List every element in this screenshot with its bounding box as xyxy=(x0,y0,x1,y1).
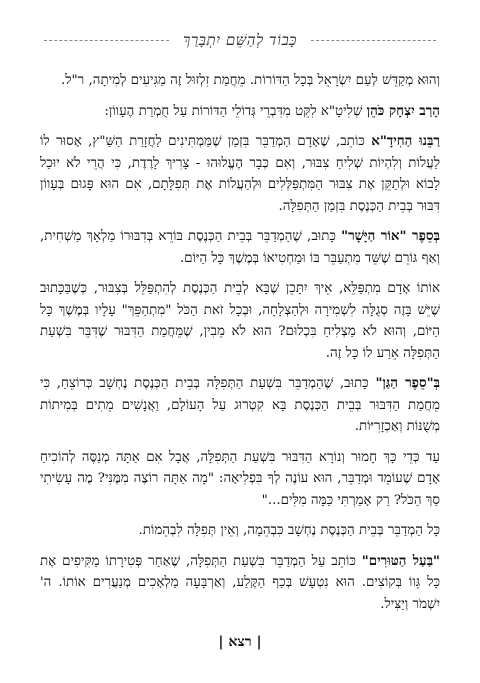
paragraph-text: וְהוּא מְקַדֵּשׁ לְעַם יִשְׂרָאֵל בְּכָל הַדּוֹרוֹת. מֵחֲמַת זִלְזוּל זֶה מַגִּיעִים לְמִיתָה, ר"ל. xyxy=(61,73,440,88)
paragraph xyxy=(40,70,440,92)
paragraph xyxy=(40,551,440,616)
paragraph xyxy=(40,101,440,123)
paragraph-text: עַד כְּדֵי כָּךְ חָמוּר וְנוֹרָא הַדִּבּוּר בִּשְׁעַת הַתְּפִלָּה, אֲבָל אִם אַתָּה מְנַסֶּה לְהוֹכִיחַ אָדָם שֶׁעוֹמֵד וּמְדַבֵּר, הוּא עוֹנֶה לְךָ בִּפְלִיאָה: "מָה אַתָּה רוֹצֶה מִמֶּנִּי? מֶה עָשִׂיתִי סַךְ הַכֹּל? רַק אָמַרְתִּי כַּמָּה מִלִּים..." xyxy=(40,449,440,508)
paragraph-text: כּוֹתֵב עַל הַמְדַבֵּר בִּשְׁעַת הַתְּפִלָּה, שֶׁאַחַר פְּטִירָתוֹ מַקִּיפִים אֶת כָּל גֵּווֹ בְּקוֹצִים. הוּא נִטְעָשׁ בְּכַף הַקֶּלַע, וְאַרְבָּעָה מַלְאָכִים מְנַעֲרִים אוֹתוֹ. ה' יִשְׁמֹר וְיַצִּיל. xyxy=(40,553,440,612)
paragraph-text: שְׁלִיטָ"א לִקֵּט מִדִּבְרֵי גְּדוֹלֵי הַדּוֹרוֹת עַל חֻמְרַת הֶעָווֹן: xyxy=(104,103,363,119)
paragraph-lead: הָרַב יִצְחָק כֹּהֵן xyxy=(366,102,440,119)
header-rule-right xyxy=(311,40,436,41)
paragraph-lead: בְּ"סֵפֶר הַגַּן" xyxy=(375,375,440,391)
paragraph xyxy=(40,520,440,542)
running-header xyxy=(44,30,436,50)
paragraph xyxy=(40,447,440,512)
paragraph-text: כָּל הַמְדַבֵּר בְּבֵית הַכְּנֶסֶת נֶחְשָׁב כִּבְהֵמָה, וְאֵין תְּפִלָּה לִבְהֵמוֹת. xyxy=(138,523,440,538)
paragraph xyxy=(40,278,440,364)
paragraph-text: כָּתוּב, שֶׁהַמְדַבֵּר בִּשְׁעַת הַתְּפִלָּה בְּבֵית הַכְּנֶסֶת נֶחְשָׁב כְּרוֹצֵחַ, כִּי מֵחֲמַת הַדִּבּוּר בְּבֵית הַכְּנֶסֶת בָּא קִטְרוּג עַל הָעוֹלָם, וַאֲנָשִׁים מֵתִים בְּמִיתוֹת מְשֻׁנּוֹת וְאַכְזָרִיּוֹת. xyxy=(40,376,440,434)
page-body xyxy=(40,70,440,624)
paragraph xyxy=(40,226,440,269)
paragraph-text: כּוֹתֵב, שֶׁאָדָם הַמְדַבֵּר בִּזְמַן שֶׁמַּמְתִּינִים לַחֲזָרַת הַשַּׁ"ץ, אָסוּר לוֹ לַעֲלוֹת וְלִהְיוֹת שְׁלִיחַ צִבּוּר, וְאִם כְּבָר הֶעֱלוּהוּ - צָרִיךְ לָרֶדֶת, כִּי הֲרֵי לֹא יוּכַל לָבוֹא וּלְתַקֵּן אֶת צִבּוּר הַמִּתְפַּלְּלִים וּלְהַעֲלוֹת אֶת תְּפִלָּתָם, אִם הוּא פָּגוּם בְּעָווֹן דִּבּוּר בְּבֵית הַכְּנֶסֶת בִּזְמַן הַתְּפִלָּה. xyxy=(40,134,440,214)
paragraph-text: אוֹתוֹ אָדָם מִתְפַּלֵּא, אֵיךְ יִתָּכֵן שֶׁבָּא לְבֵית הַכְּנֶסֶת לְהִתְפַּלֵּל בְּצִבּוּר, כְּשֶׁבַּכָּתוּב שֶׁיֵּשׁ בָּזֶה סְגֻלָּה לִשְׁמִירָה וּלְהַצְלָחָה, וּבְכָל זֹאת הַכֹּל "מִתְהַפֵּךְ" עָלָיו בְּמֶשֶׁךְ כָּל הַיּוֹם, וְהוּא לֹא מַצְלִיחַ בִּכְלוּם? הוּא לֹא מֵבִין, שֶׁמֵּחֲמַת הַדִּבּוּר שֶׁדִּבֵּר בִּשְׁעַת הַתְּפִלָּה אֵרַע לוֹ כָּל זֶה. xyxy=(40,281,440,361)
paragraph-lead: רַבֵּנוּ הַחִידָ"א xyxy=(371,133,440,149)
paragraph-text: כָּתוּב, שֶׁהַמְדַבֵּר בְּבֵית הַכְּנֶסֶת בּוֹרֵא בְּדִבּוּרוֹ מַלְאָךְ מַשְׁחִית, וְאַף גּוֹרֵם שֶׁשֵּׁד מִתְעַבֵּר בּוֹ וּמַחְטִיאוֹ בְּמֶשֶׁךְ כָּל הַיּוֹם. xyxy=(40,229,440,266)
page-number: | רצא | xyxy=(218,634,262,650)
paragraph-lead: "בַּעַל הַטּוּרִים" xyxy=(361,552,440,569)
header-rule-left xyxy=(44,40,169,41)
paragraph-lead: בְּסֵפֶר "אוֹר הַיָּשָׁר" xyxy=(341,228,440,244)
header-title: כָּבוֹד לְהַשֵּׁם יִתְבָּרַךְ xyxy=(183,30,298,49)
paragraph xyxy=(40,373,440,438)
paragraph xyxy=(40,131,440,217)
